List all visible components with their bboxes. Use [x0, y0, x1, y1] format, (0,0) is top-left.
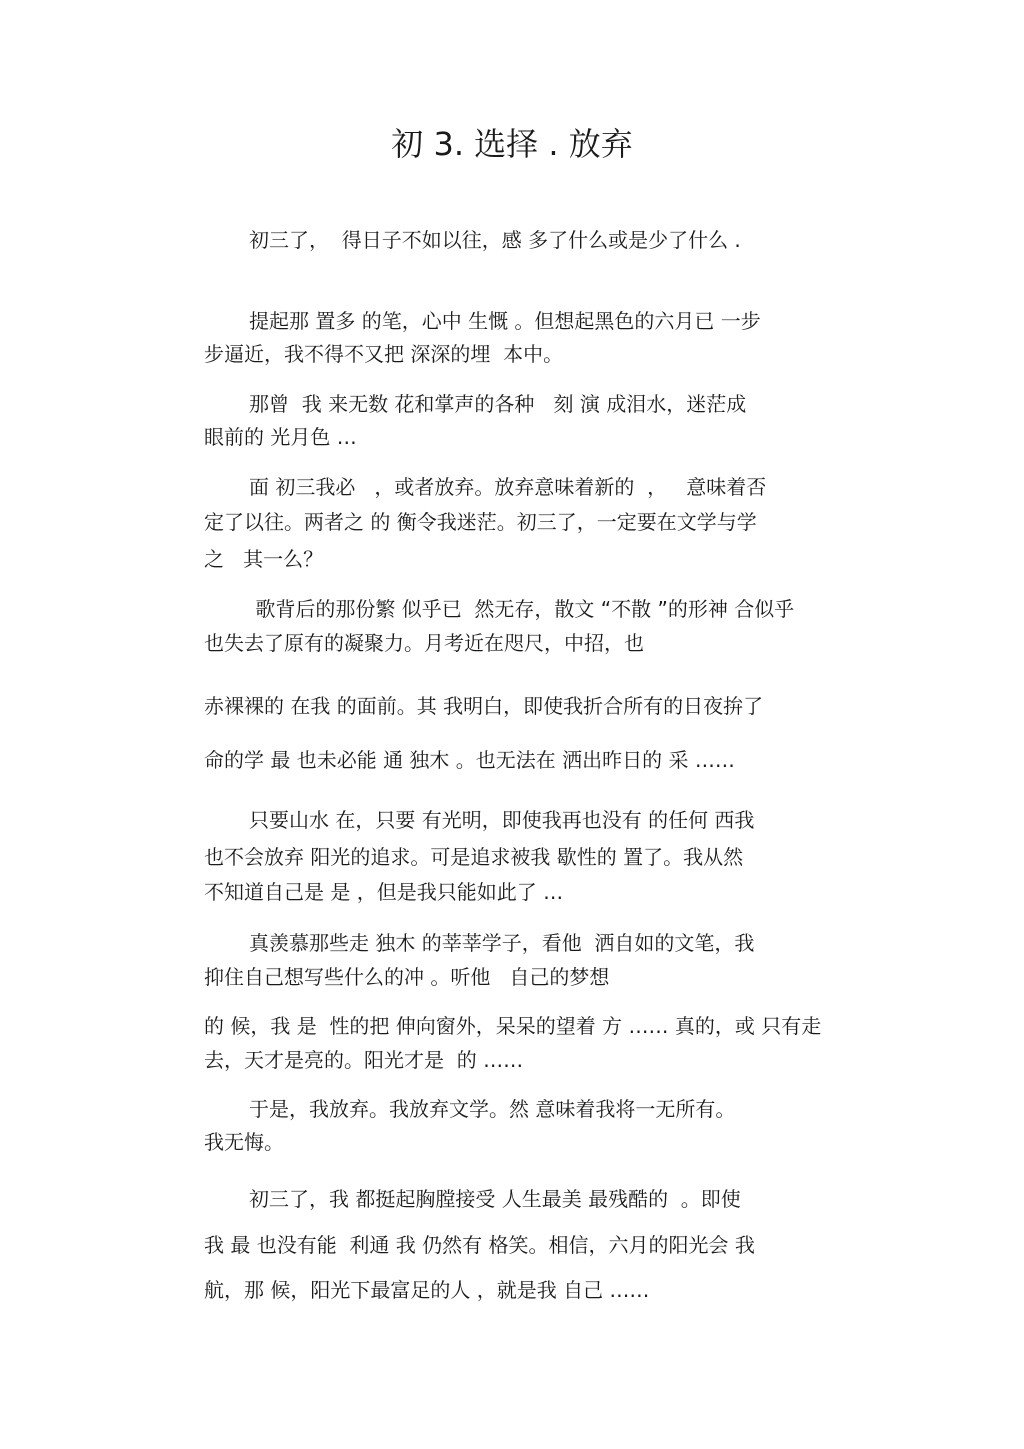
paragraph-line: 去，天才是亮的。阳光才是 的 ……	[204, 1048, 524, 1072]
paragraph-line: 歌背后的那份繁 似乎已 然无存，散文 “不散 ”的形神 合似乎	[249, 597, 795, 621]
paragraph-line: 我 最 也没有能 利通 我 仍然有 格笑。相信，六月的阳光会 我	[204, 1233, 755, 1257]
paragraph-line: 步逼近，我不得不又把 深深的埋 本中。	[204, 342, 564, 366]
paragraph-line: 面 初三我必 ，或者放弃。放弃意味着新的 ， 意味着否	[249, 475, 767, 499]
paragraph-line: 也不会放弃 阳光的追求。可是追求被我 歇性的 置了。我从然	[204, 845, 744, 869]
paragraph-line: 的 候，我 是 性的把 伸向窗外，呆呆的望着 方 …… 真的，或 只有走	[204, 1014, 822, 1038]
paragraph-line: 定了以往。两者之 的 衡令我迷茫。初三了，一定要在文学与学	[204, 510, 757, 534]
paragraph-line: 也失去了原有的凝聚力。月考近在咫尺，中招，也	[204, 631, 644, 655]
paragraph-line: 初三了，我 都挺起胸膛接受 人生最美 最残酷的 。即使	[249, 1187, 741, 1211]
paragraph-line: 只要山水 在，只要 有光明，即使我再也没有 的任何 西我	[249, 808, 755, 832]
paragraph-line: 那曾 我 来无数 花和掌声的各种 刻 演 成泪水，迷茫成	[249, 392, 747, 416]
paragraph-line: 不知道自己是 是 ，但是我只能如此了 …	[204, 880, 564, 904]
paragraph-line: 之 其一么？	[204, 547, 324, 571]
paragraph-line: 眼前的 光月色 …	[204, 425, 357, 449]
paragraph-line: 赤裸裸的 在我 的面前。其 我明白，即使我折合所有的日夜拚了	[204, 694, 764, 718]
paragraph-line: 命的学 最 也未必能 通 独木 。也无法在 洒出昨日的 采 ……	[204, 748, 735, 772]
paragraph-line: 提起那 置多 的笔，心中 生慨 。但想起黑色的六月已 一步	[249, 309, 761, 333]
paragraph-line: 初三了， 得日子不如以往，感 多了什么或是少了什么 .	[249, 228, 741, 252]
paragraph-line: 我无悔。	[204, 1130, 284, 1154]
paragraph-line: 于是，我放弃。我放弃文学。然 意味着我将一无所有。	[249, 1097, 736, 1121]
paragraph-line: 航，那 候，阳光下最富足的人 ，就是我 自己 ……	[204, 1278, 650, 1302]
paragraph-line: 抑住自己想写些什么的冲 。听他 自己的梦想	[204, 965, 610, 989]
paragraph-line: 真羡慕那些走 独木 的莘莘学子，看他 洒自如的文笔，我	[249, 931, 755, 955]
page-title: 初 3. 选择 . 放弃	[391, 125, 633, 163]
